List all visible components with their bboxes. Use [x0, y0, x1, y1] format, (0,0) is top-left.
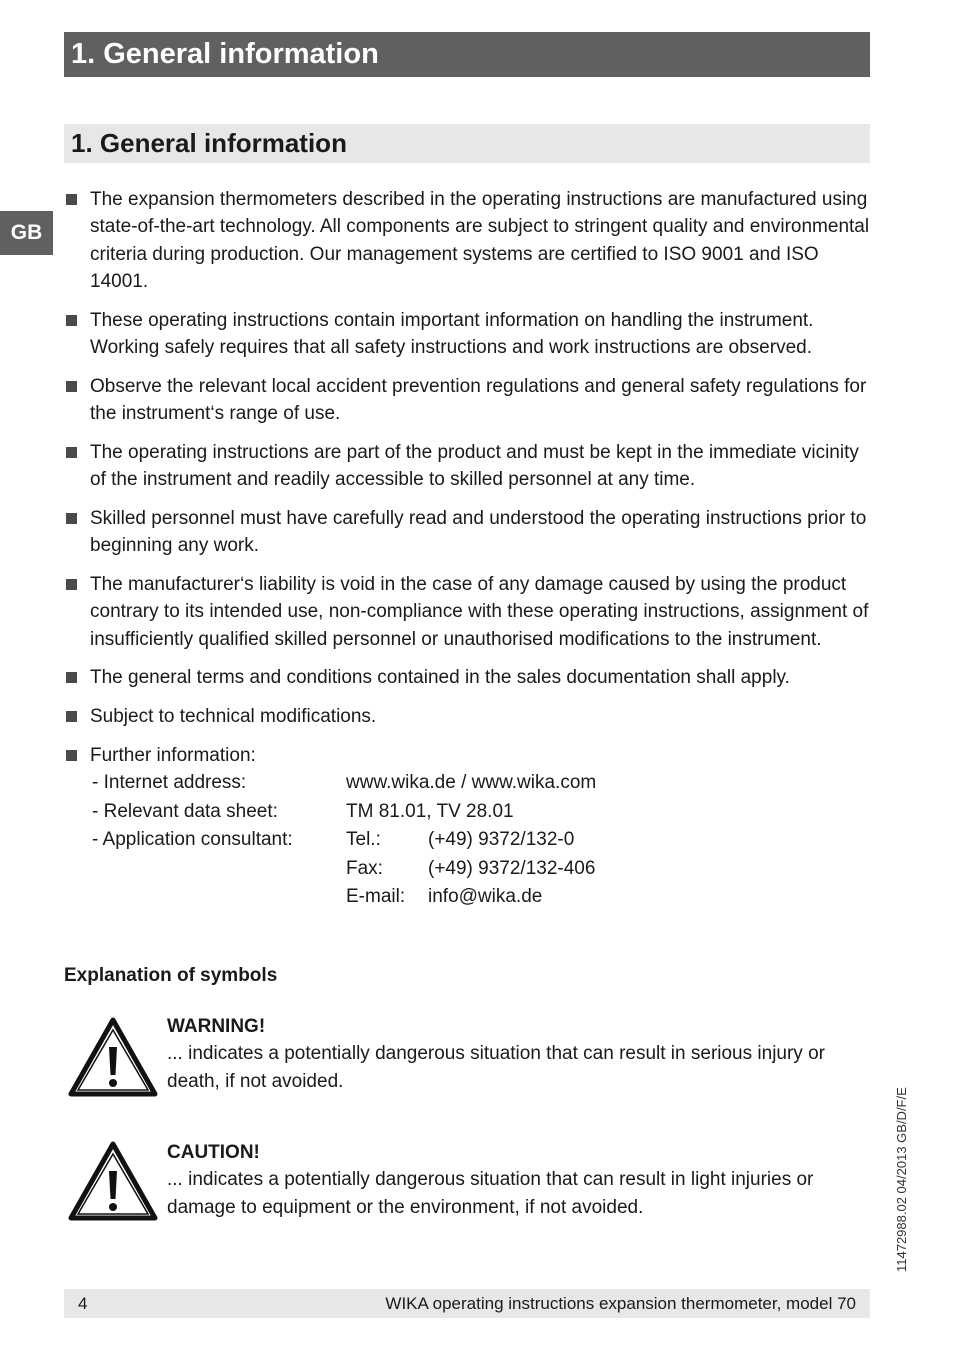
- internet-label: - Internet address:: [92, 772, 247, 794]
- telephone-row: [90, 826, 870, 855]
- list-item-text: These operating instructions contain important information on handling the instrument. Working safely requires that all safety instructions and work instructions are observed.: [90, 309, 814, 358]
- warning-description: ... indicates a potentially dangerous situation that can result in serious injury or death, if not avoided.: [167, 1043, 825, 1092]
- consultant-label-spacer: [90, 855, 346, 884]
- square-bullet-icon: [66, 381, 77, 392]
- warning-triangle-icon: [68, 1017, 158, 1097]
- section-heading: [64, 124, 870, 163]
- list-item: [64, 373, 870, 428]
- square-bullet-icon: [66, 447, 77, 458]
- fax-row: [90, 855, 870, 884]
- bullet-list: [64, 186, 870, 923]
- list-item-text: Subject to technical modifications.: [90, 706, 377, 728]
- email-label: E-mail:: [346, 886, 406, 908]
- warning-triangle-icon: [68, 1141, 158, 1221]
- list-item-text: The general terms and conditions contained in the sales documentation shall apply.: [90, 667, 790, 689]
- square-bullet-icon: [66, 194, 77, 205]
- list-item-text: The expansion thermometers described in the operating instructions are manufactured using state-of-the-art technology. All components are subject to stringent quality and environmental criteria during production. Our management systems are certified to ISO 9001 and ISO 14001.: [90, 189, 870, 292]
- page-number: 4: [78, 1294, 88, 1313]
- square-bullet-icon: [66, 513, 77, 524]
- chapter-banner: [64, 32, 870, 77]
- warning-block: [64, 1013, 870, 1103]
- list-item-text: Skilled personnel must have carefully read and understood the operating instructions prior to beginning any work.: [90, 507, 867, 557]
- symbols-heading: Explanation of symbols: [64, 965, 278, 986]
- square-bullet-icon: [66, 711, 77, 722]
- internet-value[interactable]: www.wika.de / www.wika.com: [346, 772, 597, 794]
- list-item-text: Observe the relevant local accident prevention regulations and general safety regulations for the instrument‘s range of use.: [90, 375, 867, 425]
- caution-text-block: [167, 1139, 867, 1221]
- email-value[interactable]: info@wika.de: [428, 886, 543, 908]
- list-item-text: The manufacturer‘s liability is void in the case of any damage caused by using the product contrary to its intended use, non-compliance with these operating instructions, assignment of insufficiently qualified skilled personnel or unauthorised modifications to the instrument.: [90, 574, 869, 650]
- tel-value: (+49) 9372/132-0: [428, 829, 575, 851]
- fax-value: (+49) 9372/132-406: [428, 857, 596, 879]
- list-item: [64, 571, 870, 653]
- further-information-title: Further information:: [90, 745, 256, 767]
- warning-title: WARNING!: [167, 1016, 266, 1037]
- list-item: [64, 664, 870, 691]
- caution-title: CAUTION!: [167, 1142, 260, 1163]
- list-item: [64, 307, 870, 362]
- email-row: [90, 883, 870, 912]
- datasheet-row: [90, 798, 870, 827]
- list-item: [64, 439, 870, 494]
- list-item: [64, 703, 870, 730]
- list-item: [64, 186, 870, 295]
- datasheet-value: TM 81.01, TV 28.01: [346, 800, 514, 822]
- square-bullet-icon: [66, 315, 77, 326]
- section-heading-title: 1. General information: [71, 128, 347, 158]
- tel-label: Tel.:: [346, 829, 381, 851]
- document-code: 11472988.02 04/2013 GB/D/F/E: [894, 1087, 909, 1272]
- datasheet-label: - Relevant data sheet:: [92, 800, 278, 822]
- square-bullet-icon: [66, 750, 77, 761]
- square-bullet-icon: [66, 579, 77, 590]
- contact-details: [90, 769, 870, 912]
- page-footer: [64, 1289, 870, 1318]
- list-item: [64, 505, 870, 560]
- language-tab: GB: [0, 211, 53, 255]
- list-item-text: The operating instructions are part of the product and must be kept in the immediate vicinity of the instrument and readily accessible to skilled personnel at any time.: [90, 441, 859, 491]
- caution-description: ... indicates a potentially dangerous situation that can result in light injuries or damage to equipment or the environment, if not avoided.: [167, 1169, 814, 1218]
- caution-block: [64, 1139, 870, 1229]
- further-information-item: [64, 742, 870, 912]
- footer-document-title: WIKA operating instructions expansion thermometer, model 70: [385, 1294, 856, 1313]
- consultant-label: - Application consultant:: [92, 829, 293, 851]
- square-bullet-icon: [66, 672, 77, 683]
- internet-row: [90, 769, 870, 798]
- consultant-label-spacer: [90, 883, 346, 912]
- chapter-banner-title: 1. General information: [71, 38, 379, 70]
- fax-label: Fax:: [346, 857, 383, 879]
- warning-text-block: [167, 1013, 867, 1095]
